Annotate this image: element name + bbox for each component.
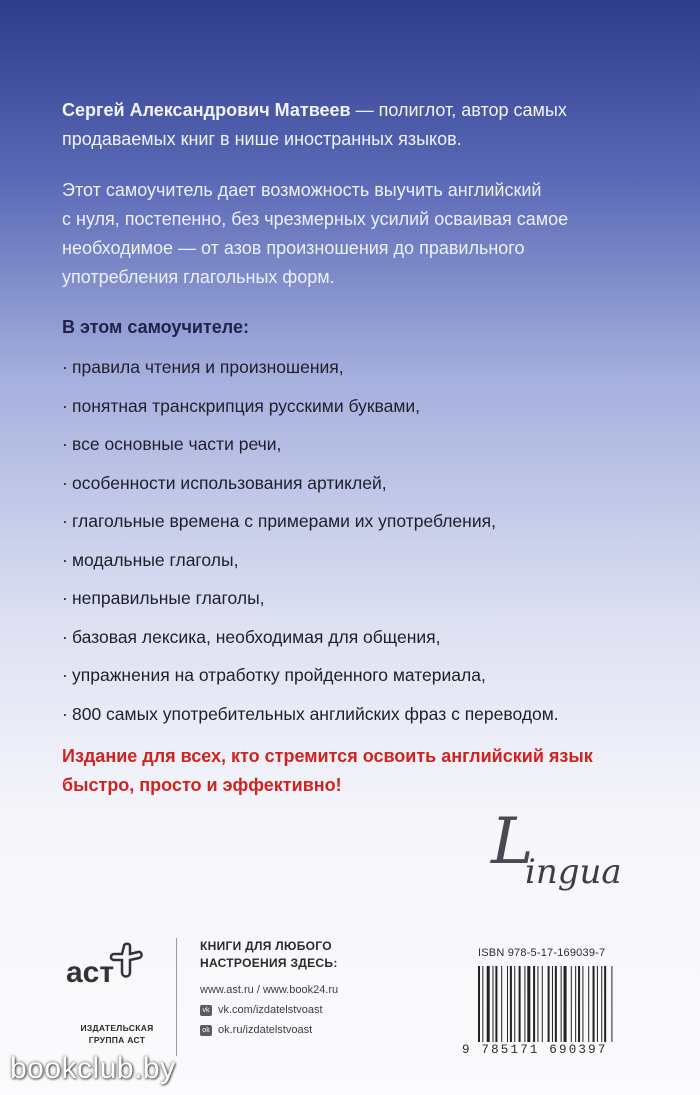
barcode-bar <box>601 966 602 1042</box>
publisher-line: ИЗДАТЕЛЬСКАЯ <box>80 1023 154 1033</box>
description <box>62 176 642 292</box>
barcode-bar <box>542 966 543 1042</box>
barcode-bar <box>561 966 562 1042</box>
callout-line: быстро, просто и эффективно! <box>62 775 342 795</box>
barcode-bar <box>597 966 598 1042</box>
barcode-bar <box>575 966 576 1042</box>
publisher-info <box>200 938 430 1036</box>
vk-icon: vk <box>200 1005 212 1016</box>
barcode-bar <box>611 966 612 1042</box>
promo-line: КНИГИ ДЛЯ ЛЮБОГО <box>200 939 332 953</box>
ok-link: ok.ru/izdatelstvoast <box>218 1024 313 1036</box>
feature-item <box>62 433 662 472</box>
bullet: · <box>62 549 68 570</box>
bullet: · <box>62 357 68 377</box>
barcode-bar <box>524 966 525 1042</box>
lingua-logo <box>485 805 655 910</box>
lingua-initial: L <box>491 805 534 879</box>
barcode-bar <box>588 966 589 1042</box>
barcode-bar <box>501 966 502 1042</box>
bullet: · <box>62 434 68 454</box>
barcode-bar <box>552 966 553 1042</box>
barcode-bar <box>478 966 480 1042</box>
feature-item <box>62 356 662 395</box>
lingua-word: ingua <box>525 852 622 892</box>
publisher-line: ГРУППА АСТ <box>88 1035 146 1045</box>
barcode-bar <box>519 966 521 1042</box>
ok-row <box>200 1024 430 1036</box>
barcode-bar <box>514 966 515 1042</box>
vk-link: vk.com/izdatelstvoast <box>218 1004 323 1016</box>
feature-item <box>62 626 662 665</box>
barcode-bar <box>578 966 580 1042</box>
barcode-bar <box>495 966 497 1042</box>
ast-logo-text: аст <box>66 956 115 989</box>
websites: www.ast.ru / www.book24.ru <box>200 984 339 996</box>
bullet: · <box>62 665 68 685</box>
feature-item <box>62 587 662 626</box>
feature-text: глагольные времена с примерами их употребления, <box>72 511 496 531</box>
feature-text: понятная транскрипция русскими буквами, <box>72 395 421 416</box>
promo-line: НАСТРОЕНИЯ ЗДЕСЬ: <box>200 956 338 970</box>
barcode-digits: 9 785171 690397 <box>462 1043 608 1057</box>
barcode-bar <box>548 966 550 1042</box>
features-list <box>62 356 662 741</box>
bullet: · <box>62 626 68 647</box>
ast-figure-shape <box>111 944 142 977</box>
feature-item <box>62 472 662 511</box>
description-line: Этот самоучитель дает возможность выучить английский <box>62 180 542 200</box>
description-line: употребления глагольных форм. <box>62 267 335 287</box>
bullet: · <box>62 395 68 416</box>
barcode-bar <box>593 966 595 1042</box>
feature-text: все основные части речи, <box>72 434 282 454</box>
barcode-bar <box>582 966 583 1042</box>
barcode-bar <box>564 966 567 1042</box>
feature-text: упражнения на отработку пройденного материала, <box>72 665 486 685</box>
barcode-bar <box>527 966 530 1042</box>
barcode-bar <box>571 966 572 1042</box>
barcode-bar <box>537 966 538 1042</box>
feature-text: особенности использования артиклей, <box>72 472 387 493</box>
bullet: · <box>62 511 68 531</box>
barcode-bar <box>493 966 494 1042</box>
author-name: Сергей Александрович Матвеев <box>62 100 351 120</box>
bullet: · <box>62 703 68 724</box>
publisher-name <box>62 1022 172 1046</box>
feature-item <box>62 703 662 742</box>
barcode-bar <box>487 966 490 1042</box>
description-line: с нуля, постепенно, без чрезмерных усилий осваивая самое <box>62 209 569 229</box>
feature-text: неправильные глаголы, <box>72 588 265 608</box>
author-text: — полиглот, автор самых продаваемых книг в нише иностранных языков. <box>62 100 567 149</box>
feature-text: правила чтения и произношения, <box>72 357 344 377</box>
ok-icon: ok <box>200 1025 212 1036</box>
barcode-bar <box>533 966 535 1042</box>
feature-item <box>62 664 662 703</box>
feature-item <box>62 549 662 588</box>
features-heading: В этом самоучителе: <box>62 317 249 337</box>
feature-item <box>62 395 662 434</box>
description-line: необходимое — от азов произношения до правильного <box>62 238 525 258</box>
barcode-bar <box>555 966 557 1042</box>
barcode-icon <box>476 966 656 1052</box>
feature-item <box>62 510 662 549</box>
bullet: · <box>62 472 68 493</box>
promo-text <box>200 938 430 972</box>
callout-line: Издание для всех, кто стремится освоить английский язык <box>62 746 593 766</box>
bullet: · <box>62 588 68 608</box>
barcode-bar <box>604 966 606 1042</box>
divider <box>176 938 177 1056</box>
feature-text: 800 самых употребительных английских фраз с переводом. <box>72 703 559 724</box>
vk-row <box>200 1004 430 1016</box>
feature-text: модальные глаголы, <box>72 549 239 570</box>
callout <box>62 742 662 800</box>
watermark: bookclub.by <box>10 1052 176 1085</box>
barcode-bar <box>482 966 483 1042</box>
ast-logo-icon <box>64 942 156 990</box>
isbn: ISBN 978-5-17-169039-7 <box>478 947 606 959</box>
barcode-bar <box>507 966 508 1042</box>
author-blurb <box>62 96 622 154</box>
barcode-bar <box>510 966 512 1042</box>
feature-text: базовая лексика, необходимая для общения, <box>72 626 441 647</box>
